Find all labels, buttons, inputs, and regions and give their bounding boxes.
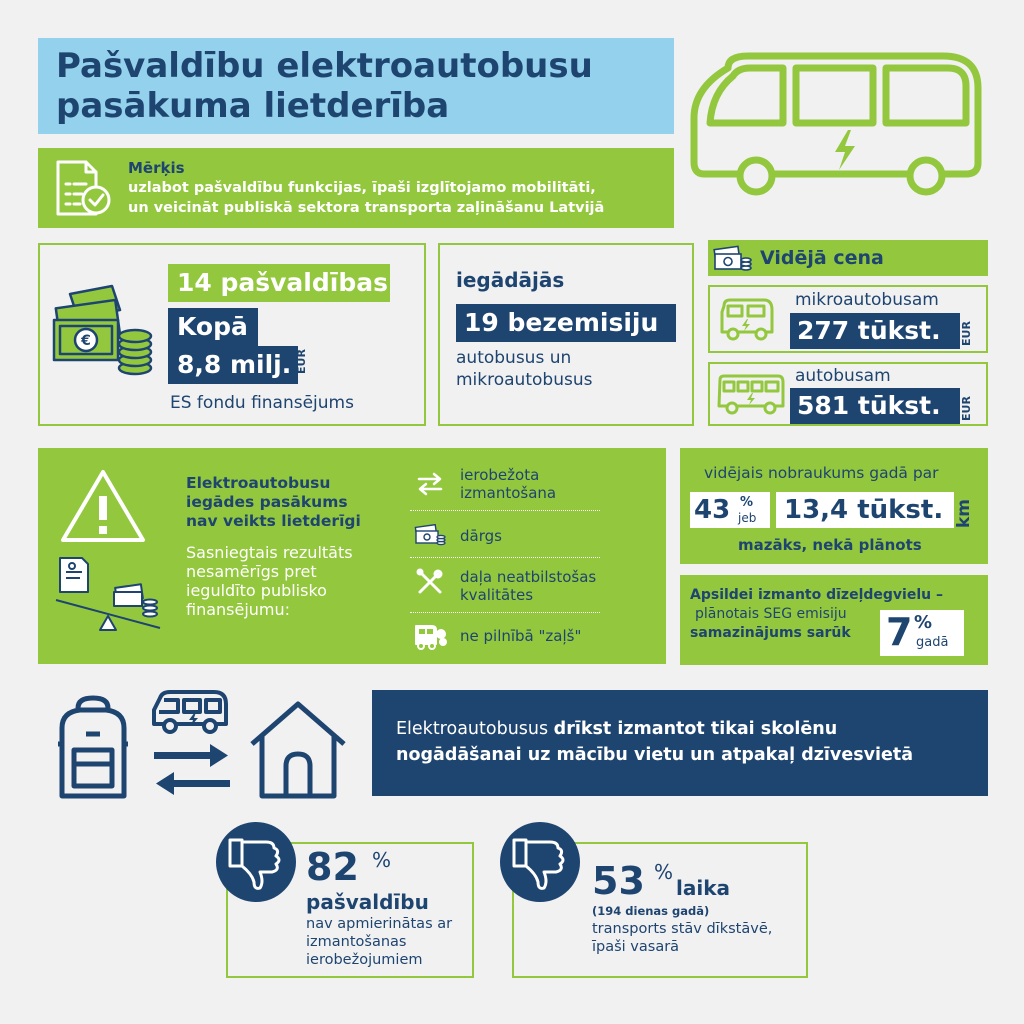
funding-currency: EUR xyxy=(295,349,308,374)
usage-rule-bold: drīkst izmantot tikai skolēnu xyxy=(553,719,838,739)
finding-result-line1: Sasniegtais rezultāts xyxy=(186,543,353,562)
municipalities-count: 14 pašvaldības xyxy=(177,268,388,297)
bus-icon xyxy=(716,374,786,416)
mileage-connector: jeb xyxy=(738,511,757,525)
stat2-subject: laika xyxy=(676,876,731,900)
money-coins-icon xyxy=(50,280,160,380)
small-bus-icon xyxy=(150,688,230,736)
purchase-desc-line1: autobusus un xyxy=(456,348,572,368)
finding-result xyxy=(186,543,353,619)
reason-item xyxy=(460,568,596,604)
reason-3-line2: kvalitātes xyxy=(460,586,534,604)
swap-arrows-icon xyxy=(150,742,234,798)
reason-item xyxy=(460,466,556,502)
stat1-desc xyxy=(306,915,452,969)
goal-line1: uzlabot pašvaldību funkcijas, īpaši izglītojamo mobilitāti, xyxy=(128,180,596,196)
goal-line2: un veicināt publiskā sektora transporta zaļināšanu Latvijā xyxy=(128,200,605,216)
micro-price-currency: EUR xyxy=(960,321,973,346)
thumbs-down-icon xyxy=(498,820,582,904)
reason-1-line1: ierobežota xyxy=(460,466,540,484)
money-small-icon xyxy=(414,524,446,546)
bus-price-currency: EUR xyxy=(960,396,973,421)
page-title-line2: pasākuma lietderība xyxy=(56,86,450,126)
purchase-count: 19 bezemisiju xyxy=(464,308,659,337)
wrench-screwdriver-icon xyxy=(416,568,444,596)
mileage-percent-sign: % xyxy=(740,495,754,510)
goal-text xyxy=(128,158,604,218)
heating-percent-sign: % xyxy=(914,612,933,633)
heating-period: gadā xyxy=(916,635,949,650)
thumbs-down-icon xyxy=(214,820,298,904)
stat1-subject: pašvaldību xyxy=(306,890,429,914)
bus-price-value: 581 tūkst. xyxy=(797,391,941,420)
mileage-value: 13,4 tūkst. xyxy=(784,495,944,525)
heating-percent: 7 xyxy=(886,610,913,654)
heating-line1: Apsildei izmanto dīzeļdegvielu – xyxy=(690,587,943,603)
heating-line3: samazinājums sarūk xyxy=(690,625,851,641)
mileage-footer: mazāks, nekā plānots xyxy=(738,536,922,554)
stat2-desc xyxy=(592,920,772,956)
stat2-line2: īpaši vasarā xyxy=(592,939,680,955)
divider xyxy=(410,510,600,511)
reason-3-line1: daļa neatbilstošas xyxy=(460,568,597,586)
goal-label: Mērķis xyxy=(128,159,185,177)
finding-result-line3: ieguldīto publisko xyxy=(186,581,327,600)
micro-price-value: 277 tūkst. xyxy=(797,316,941,345)
purchase-label: iegādājās xyxy=(456,268,565,292)
finding-headline-line2: iegādes pasākums xyxy=(186,493,348,511)
house-icon xyxy=(248,700,348,800)
mileage-unit: km xyxy=(954,498,974,528)
mileage-title: vidējais nobraukums gadā par xyxy=(704,464,939,482)
backpack-icon xyxy=(50,694,136,804)
funding-amount: 8,8 milj. xyxy=(177,350,292,379)
stat2-note: (194 dienas gadā) xyxy=(592,904,710,918)
electric-bus-icon xyxy=(688,48,988,198)
stat1-percent: % xyxy=(372,848,392,872)
usage-rule-line2: nogādāšanai uz mācību vietu un atpakaļ dzīvesvietā xyxy=(396,745,914,765)
stat1-line2: izmantošanas xyxy=(306,934,407,950)
purchase-desc xyxy=(456,347,592,391)
exhaust-bus-icon xyxy=(412,620,448,652)
page-title-line1: Pašvaldību elektroautobusu xyxy=(56,46,593,86)
minibus-icon xyxy=(718,296,776,342)
purchase-desc-line2: mikroautobusus xyxy=(456,370,593,390)
heating-line2: plānotais SEG emisiju xyxy=(695,606,847,622)
usage-rule-text xyxy=(396,716,913,768)
finding-headline-line1: Elektroautobusu xyxy=(186,474,331,492)
money-icon xyxy=(713,244,753,272)
stat1-number: 82 xyxy=(306,845,359,889)
divider xyxy=(410,612,600,613)
bus-price-label: autobusam xyxy=(795,366,891,386)
avg-price-title: Vidējā cena xyxy=(760,247,884,269)
stat1-line1: nav apmierinātas ar xyxy=(306,916,453,932)
document-check-icon xyxy=(50,156,116,222)
total-label: Kopā xyxy=(177,312,248,341)
stat1-line3: ierobežojumiem xyxy=(306,952,423,968)
stat2-number: 53 xyxy=(592,859,645,903)
finding-headline xyxy=(186,474,361,531)
reason-item: ne pilnībā "zaļš" xyxy=(460,627,582,645)
finding-result-line4: finansējumu: xyxy=(186,600,291,619)
mileage-percent: 43 xyxy=(694,495,731,525)
balance-scale-icon xyxy=(52,556,162,640)
reason-1-line2: izmantošana xyxy=(460,484,557,502)
arrows-exchange-icon xyxy=(416,472,444,496)
svg-text:€: € xyxy=(81,333,91,349)
divider xyxy=(410,557,600,558)
finding-result-line2: nesamērīgs pret xyxy=(186,562,317,581)
micro-price-label: mikroautobusam xyxy=(795,290,939,310)
usage-rule-normal: Elektroautobusus xyxy=(396,719,554,739)
reason-item: dārgs xyxy=(460,527,502,545)
stat2-line1: transports stāv dīkstāvē, xyxy=(592,921,773,937)
stat2-percent: % xyxy=(654,860,674,884)
finding-headline-line3: nav veikts lietderīgi xyxy=(186,512,361,530)
page-title xyxy=(56,46,593,126)
warning-icon xyxy=(58,466,148,546)
funding-source: ES fondu finansējums xyxy=(170,393,354,413)
